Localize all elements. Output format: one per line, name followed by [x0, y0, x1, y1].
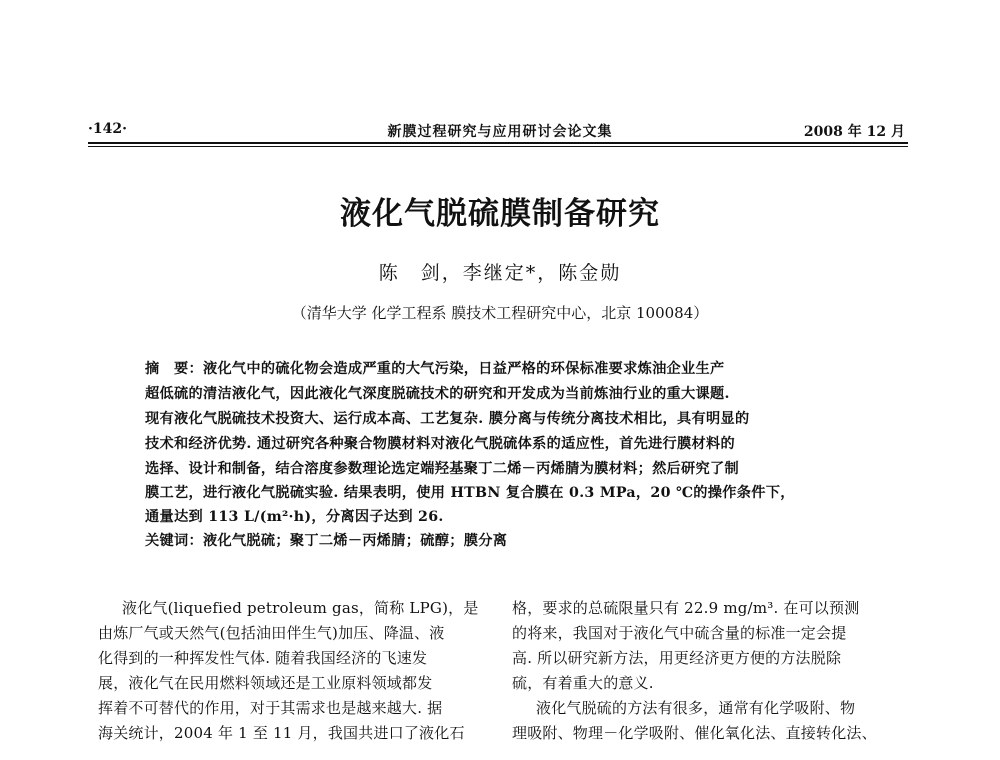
abstract-line: 摘 要：液化气中的硫化物会造成严重的大气污染，日益严格的环保标准要求炼油企业生产 — [145, 361, 725, 377]
abstract-line: 技术和经济优势. 通过研究各种聚合物膜材料对液化气脱硫体系的适应性，首先进行膜材料的 — [145, 436, 735, 452]
body-line: 的将来，我国对于液化气中硫含量的标准一定会提 — [512, 624, 847, 642]
body-line: 挥着不可替代的作用，对于其需求也是越来越大. 据 — [98, 699, 443, 717]
body-line: 高. 所以研究新方法，用更经济更方便的方法脱除 — [512, 649, 842, 667]
page-number: ·142· — [88, 121, 127, 137]
body-line: 硫，有着重大的意义. — [512, 674, 654, 692]
body-line: 液化气脱硫的方法有很多，通常有化学吸附、物 — [536, 699, 856, 717]
abstract-label: 摘 要： — [145, 361, 203, 377]
abstract-line: 选择、设计和制备，结合溶度参数理论选定端羟基聚丁二烯－丙烯腈为膜材料；然后研究了制 — [145, 461, 739, 477]
body-line: 展，液化气在民用燃料领域还是工业原料领域都发 — [98, 674, 433, 692]
paper-title: 液化气脱硫膜制备研究 — [340, 196, 660, 232]
body-line: 液化气(liquefied petroleum gas，简称 LPG)，是 — [122, 599, 479, 617]
abstract-line: 通量达到 113 L/(m²·h)，分离因子达到 26. — [145, 509, 444, 525]
authors: 陈 剑，李继定*，陈金勋 — [378, 262, 622, 284]
header-rule — [88, 142, 908, 144]
keywords-label: 关键词： — [145, 533, 203, 549]
running-header: 新膜过程研究与应用研讨会论文集 — [387, 124, 613, 140]
header-date: 2008 年 12 月 — [803, 124, 905, 140]
affiliation: （清华大学 化学工程系 膜技术工程研究中心，北京 100084） — [291, 304, 709, 322]
body-line: 理吸附、物理－化学吸附、催化氧化法、直接转化法、 — [512, 724, 877, 742]
abstract-line: 膜工艺，进行液化气脱硫实验. 结果表明，使用 HTBN 复合膜在 0.3 MPa，20 ℃的操作条件下， — [145, 485, 795, 501]
header-rule-thin — [88, 146, 908, 147]
keywords: 关键词：液化气脱硫；聚丁二烯－丙烯腈；硫醇；膜分离 — [145, 533, 508, 549]
abstract-line: 现有液化气脱硫技术投资大、运行成本高、工艺复杂. 膜分离与传统分离技术相比，具有明显的 — [145, 411, 750, 427]
body-line: 化得到的一种挥发性气体. 随着我国经济的飞速发 — [98, 649, 428, 667]
body-line: 由炼厂气或天然气(包括油田伴生气)加压、降温、液 — [98, 624, 445, 642]
body-line: 格，要求的总硫限量只有 22.9 mg/m³. 在可以预测 — [512, 599, 860, 617]
abstract-line: 超低硫的清洁液化气，因此液化气深度脱硫技术的研究和开发成为当前炼油行业的重大课题. — [145, 386, 730, 402]
body-line: 海关统计，2004 年 1 至 11 月，我国共进口了液化石 — [98, 724, 465, 742]
